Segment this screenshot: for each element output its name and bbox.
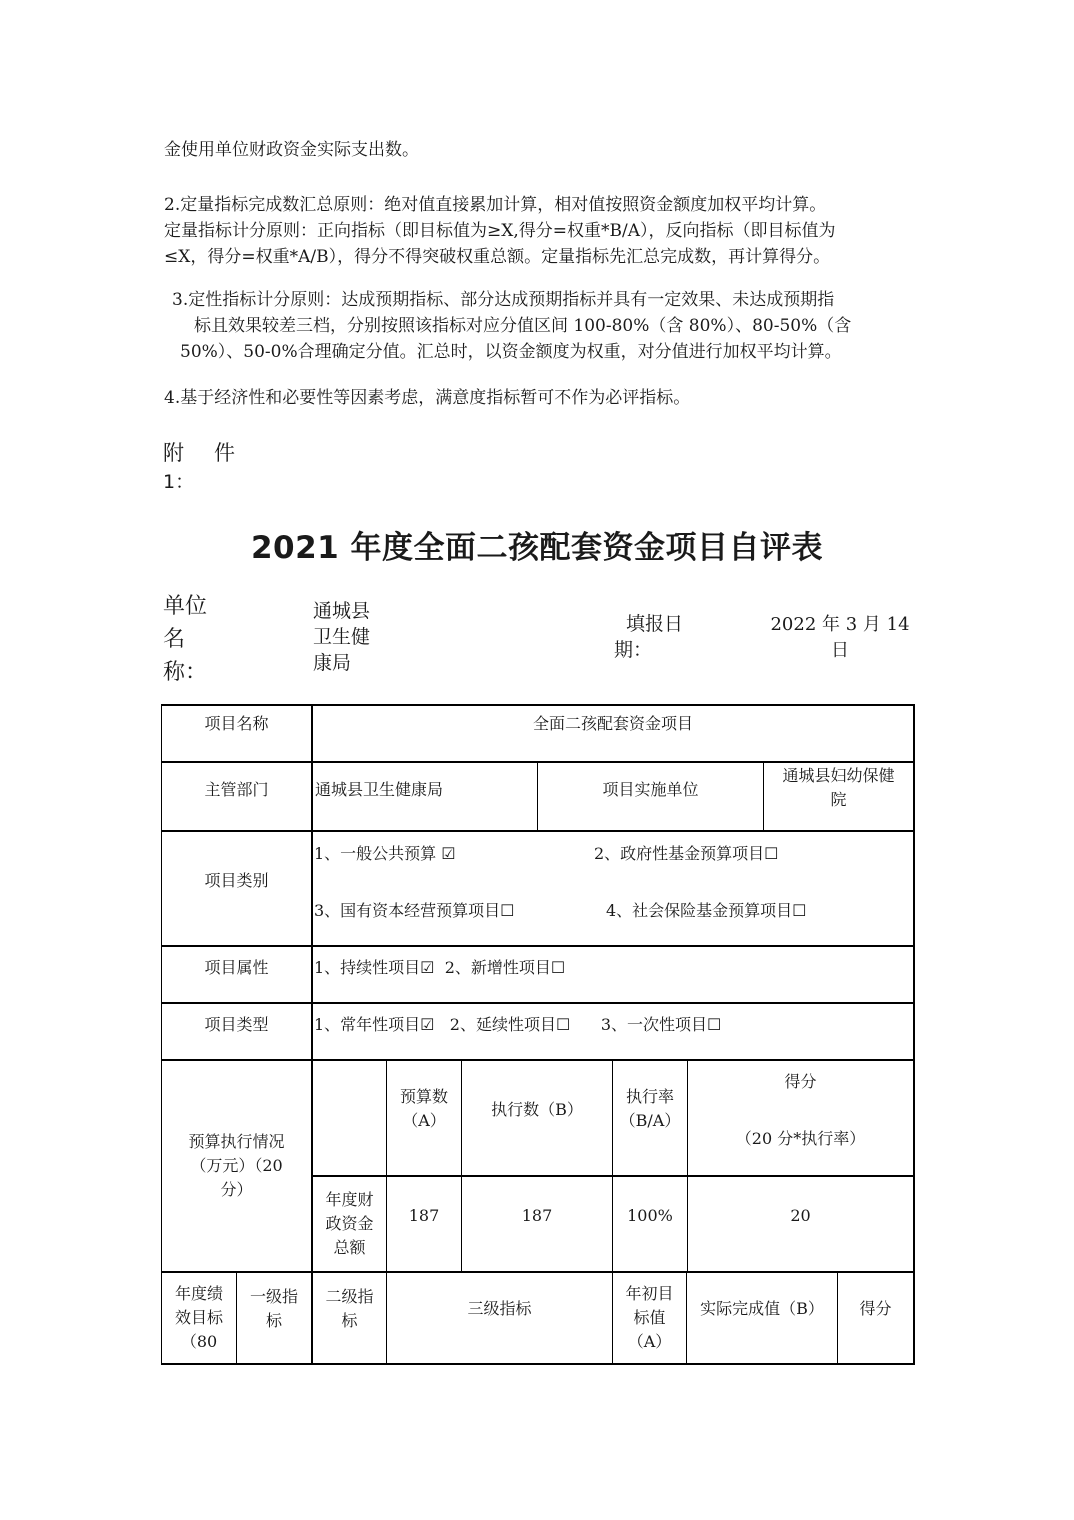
category-option: 2、政府性基金预算项目☐ xyxy=(594,844,779,863)
date-value: 2022 年 3 月 14 日 xyxy=(770,614,910,661)
score-header: 得分 xyxy=(859,1299,892,1318)
budget-label: 预算执行情况 （万元）（20 分） xyxy=(188,1132,285,1199)
project-name-value: 全面二孩配套资金项目 xyxy=(532,714,693,733)
note-line: 50%）、50-0%合理确定分值。汇总时，以资金额度为权重，对分值进行加权平均计算。 xyxy=(180,342,842,362)
category-option: 1、一般公共预算 ☑ xyxy=(314,844,456,863)
actual-header: 实际完成值（B） xyxy=(700,1299,824,1318)
col-rate-header: 执行率 （B/A） xyxy=(619,1087,681,1130)
attachment-label: 件 xyxy=(214,441,235,465)
row-label-total: 年度财 政资金 总额 xyxy=(325,1190,374,1257)
category-option: 3、国有资本经营预算项目☐ xyxy=(314,901,515,920)
score-value: 20 xyxy=(790,1206,811,1225)
note-line: ≤X，得分=权重*A/B），得分不得突破权重总额。定量指标先汇总完成数，再计算得分。 xyxy=(164,247,831,267)
note-line: 2.定量指标完成数汇总原则：绝对值直接累加计算，相对值按照资金额度加权平均计算。 xyxy=(164,195,827,215)
budget-value: 187 xyxy=(408,1206,440,1225)
lvl1-header: 一级指 标 xyxy=(249,1287,298,1330)
note-line: 3.定性指标计分原则：达成预期指标、部分达成预期指标并具有一定效果、未达成预期指 xyxy=(172,290,835,310)
exec-value: 187 xyxy=(521,1206,553,1225)
col-budget-header: 预算数 （A） xyxy=(399,1087,448,1130)
attachment-label: 附 xyxy=(163,441,184,465)
page-title: 2021 年度全面二孩配套资金项目自评表 xyxy=(250,530,824,566)
unit-label: 单位 名 称： xyxy=(163,594,208,685)
col-score-header: 得分 xyxy=(784,1072,817,1091)
note-line: 定量指标计分原则：正向指标（即目标值为≥X,得分=权重*B/A），反向指标（即目标值为 xyxy=(164,221,836,241)
category-label: 项目类别 xyxy=(204,871,269,890)
project-name-label: 项目名称 xyxy=(204,714,269,733)
attachment-number: 1： xyxy=(163,471,195,493)
attr-value: 1、持续性项目☑ 2、新增性项目☐ xyxy=(314,958,566,977)
impl-value: 通城县妇幼保健 院 xyxy=(782,766,895,809)
note-line: 4.基于经济性和必要性等因素考虑，满意度指标暂可不作为必评指标。 xyxy=(164,388,691,408)
col-exec-header: 执行数（B） xyxy=(491,1100,583,1119)
type-value: 1、常年性项目☑ 2、延续性项目☐ 3、一次性项目☐ xyxy=(314,1015,722,1034)
impl-label: 项目实施单位 xyxy=(602,780,699,799)
col-score-subheader: （20 分*执行率） xyxy=(735,1129,866,1148)
lvl3-header: 三级指标 xyxy=(467,1299,532,1318)
category-option: 4、社会保险基金预算项目☐ xyxy=(606,901,807,920)
target-header: 年初目 标值 （A） xyxy=(625,1284,674,1351)
attr-label: 项目属性 xyxy=(204,958,269,977)
rate-value: 100% xyxy=(627,1206,673,1225)
dept-value: 通城县卫生健康局 xyxy=(315,780,444,799)
unit-value: 通城县 卫生健 康局 xyxy=(313,600,371,674)
dept-label: 主管部门 xyxy=(204,780,269,799)
note-line: 金使用单位财政资金实际支出数。 xyxy=(164,140,419,160)
type-label: 项目类型 xyxy=(204,1015,269,1034)
perf-label: 年度绩 效目标 （80 xyxy=(174,1284,223,1351)
note-line: 标且效果较差三档，分别按照该指标对应分值区间 100-80%（含 80%）、80-50%（含 xyxy=(194,316,852,336)
lvl2-header: 二级指 标 xyxy=(325,1287,374,1330)
date-label: 填报日 期： xyxy=(614,613,684,661)
